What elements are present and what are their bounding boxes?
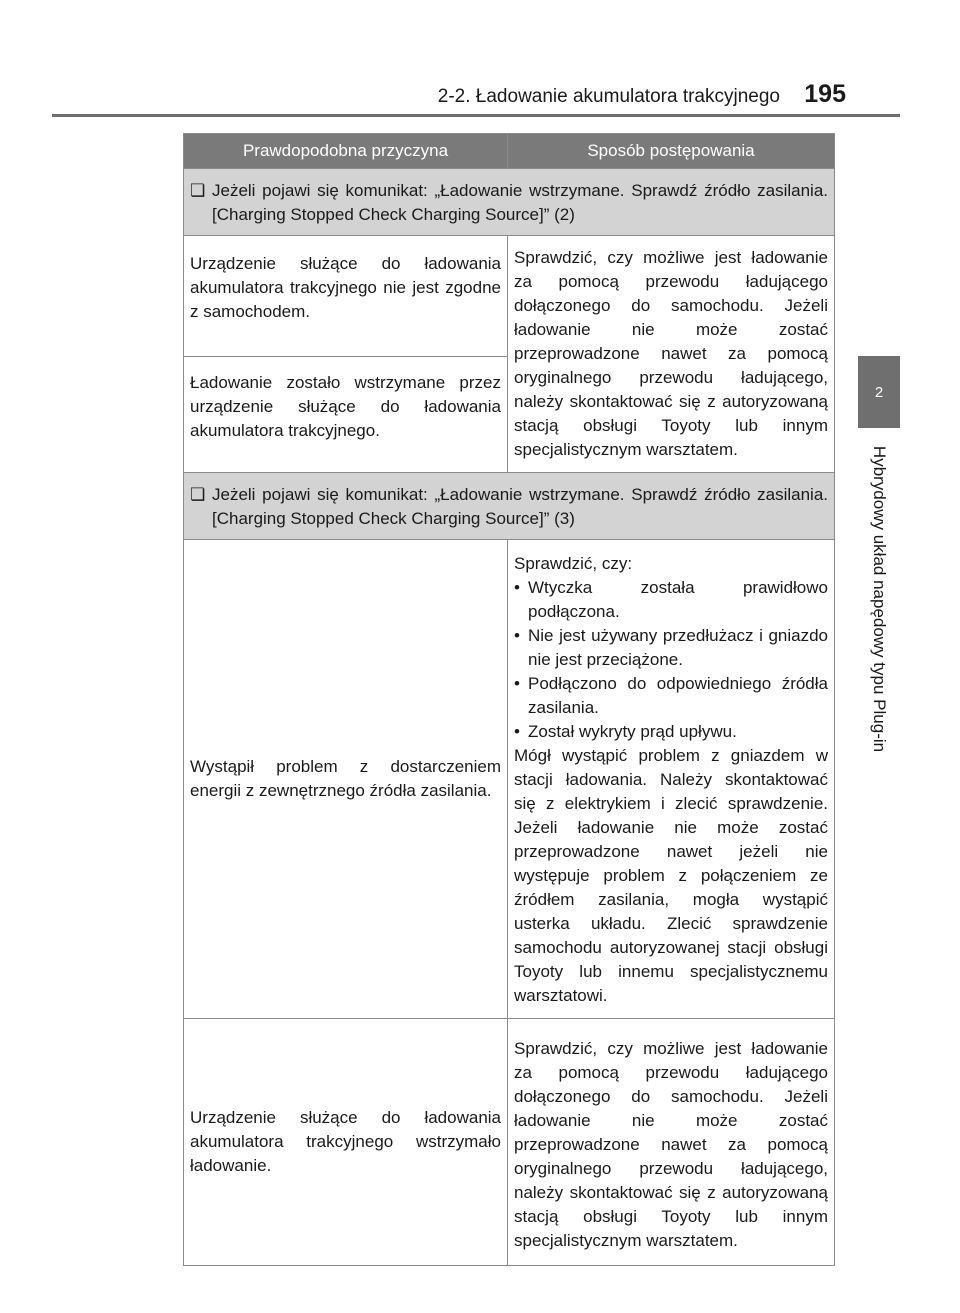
checkbox-bullet-icon: ❏ (190, 181, 206, 200)
section-title: 2-2. Ładowanie akumulatora trakcyjnego (437, 86, 780, 107)
cause-text: Urządzenie służące do ładowania akumulatora trakcyjnego nie jest zgodne z samochodem. (190, 254, 501, 321)
bullet-icon: • (514, 722, 520, 741)
chapter-tab (858, 356, 900, 428)
action-cell (508, 540, 835, 1019)
cause-text: Urządzenie służące do ładowania akumulatora trakcyjnego wstrzymało ładowanie. (190, 1108, 501, 1175)
page-header (52, 74, 900, 117)
chapter-title-vertical (858, 434, 900, 764)
table-row (184, 1019, 835, 1266)
header-cause: Prawdopodobna przyczyna (184, 134, 508, 169)
cause-cell (184, 236, 508, 357)
notice-row (184, 473, 835, 540)
action-text: Mógł wystąpić problem z gniazdem w stacji ładowania. Należy skontaktować się z elektrykiem i zlecić sprawdzenie. Jeżeli ładowanie nie może zostać przeprowadzone nawet jeżeli nie występuje problem z połączeniem ze źródłem zasilania, mogła wystąpić usterka układu. Zlecić sprawdzenie samochodu autoryzowanej stacji obsługi Toyoty lub innemu specjalistycznemu warsztatowi. (514, 746, 828, 1005)
notice-cell (184, 169, 835, 236)
action-text: Sprawdzić, czy możliwe jest ładowanie za pomocą przewodu ładującego dołączonego do samochodu. Jeżeli ładowanie nie może zostać przeprowadzone nawet za pomocą oryginalnego przewodu ładującego, należy skontaktować się z autoryzowaną stacją obsługi Toyoty lub innym specjalistycznym warsztatem. (514, 248, 828, 459)
list-item: • Został wykryty prąd upływu. (514, 720, 828, 744)
cause-cell (184, 356, 508, 472)
notice-text: Jeżeli pojawi się komunikat: „Ładowanie wstrzymane. Sprawdź źródło zasilania. [Charging Stopped Check Charging Source]” (2) (212, 181, 828, 224)
bullet-icon: • (514, 578, 520, 597)
table-row (184, 236, 835, 357)
notice-cell (184, 473, 835, 540)
chapter-number: 2 (874, 383, 884, 401)
cause-cell (184, 1019, 508, 1266)
troubleshooting-table (183, 133, 835, 1266)
list-item: • Wtyczka została prawidłowo podłączona. (514, 576, 828, 624)
action-intro: Sprawdzić, czy: (514, 554, 633, 573)
table-header-row (184, 134, 835, 169)
notice-text: Jeżeli pojawi się komunikat: „Ładowanie wstrzymane. Sprawdź źródło zasilania. [Charging Stopped Check Charging Source]” (3) (212, 485, 828, 528)
bullet-icon: • (514, 674, 520, 693)
list-item: • Nie jest używany przedłużacz i gniazdo nie jest przeciążone. (514, 624, 828, 672)
chapter-title: Hybrydowy układ napędowy typu Plug-in (870, 445, 890, 753)
action-text: Sprawdzić, czy możliwe jest ładowanie za pomocą przewodu ładującego dołączonego do samochodu. Jeżeli ładowanie nie może zostać przeprowadzone nawet za pomocą oryginalnego przewodu ładującego, należy skontaktować się z autoryzowaną stacją obsługi Toyoty lub innym specjalistycznym warsztatem. (514, 1039, 828, 1250)
cause-cell (184, 540, 508, 1019)
cause-text: Ładowanie zostało wstrzymane przez urządzenie służące do ładowania akumulatora trakcyjnego. (190, 372, 501, 440)
bullet-icon: • (514, 626, 520, 645)
action-cell (508, 1019, 835, 1266)
cause-text: Wystąpił problem z dostarczeniem energii z zewnętrznego źródła zasilania. (190, 757, 501, 800)
table-row (184, 540, 835, 1019)
list-item: • Podłączono do odpowiedniego źródła zasilania. (514, 672, 828, 720)
header-action: Sposób postępowania (508, 134, 835, 169)
checkbox-bullet-icon: ❏ (190, 485, 206, 504)
action-cell (508, 236, 835, 473)
notice-row (184, 169, 835, 236)
page-number: 195 (804, 80, 846, 108)
